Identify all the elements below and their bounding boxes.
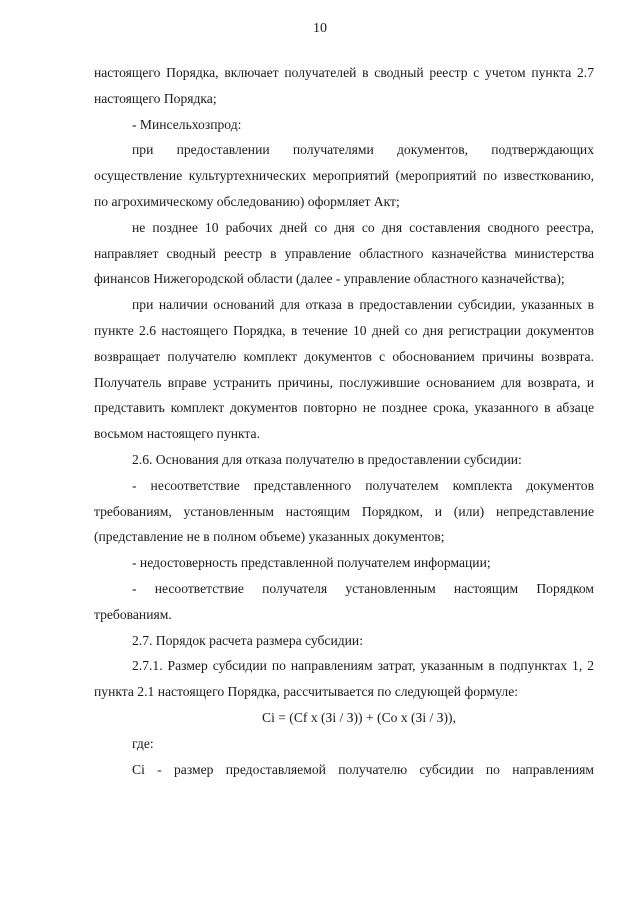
document-body <box>94 60 594 782</box>
paragraph-document-return: при наличии оснований для отказа в предоставлении субсидии, указанных в пункте 2.6 настоящего Порядка, в течение 10 дней со дня регистрации документов возвращает получателю комплект документов с обоснованием причины возврата. Получатель вправе устранить причины, послужившие основанием для возврата, и представить комплект документов повторно не позднее срока, указанного в абзаце восьмом настоящего пункта. <box>94 297 594 442</box>
paragraph-registry-continuation: настоящего Порядка, включает получателей в сводный реестр с учетом пункта 2.7 настоящего Порядка; <box>94 65 594 106</box>
subsidy-formula: Ci = (Cf x (Зi / З)) + (Co x (Зi / З)), <box>262 709 456 725</box>
section-2-7-heading: 2.7. Порядок расчета размера субсидии: <box>132 632 363 648</box>
page-number: 10 <box>313 21 327 36</box>
formula-definition-ci: Ci - размер предоставляемой получателю субсидии по направлениям <box>132 761 594 777</box>
paragraph-ministry-heading: - Минсельхозпрод: <box>132 116 242 132</box>
paragraph-act-preparation: при предоставлении получателями документов, подтверждающих осуществление культуртехнических мероприятий (мероприятий по известкованию, по агрохимическому обследованию) оформляет Акт; <box>94 142 594 209</box>
refusal-reason-documents: - несоответствие представленного получателем комплекта документов требованиям, установленным настоящим Порядком, и (или) непредставление (представление не в полном объеме) указанных документов; <box>94 477 594 545</box>
section-2-7-1-text: 2.7.1. Размер субсидии по направлениям затрат, указанным в подпунктах 1, 2 пункта 2.1 настоящего Порядка, рассчитывается по следующей формуле: <box>94 658 594 700</box>
formula-where-label: где: <box>132 735 154 751</box>
refusal-reason-requirements: - несоответствие получателя установленным настоящим Порядком требованиям. <box>94 580 594 622</box>
refusal-reason-unreliable-info: - недостоверность представленной получателем информации; <box>132 555 491 571</box>
paragraph-registry-submission: не позднее 10 рабочих дней со дня со дня составления сводного реестра, направляет сводный реестр в управление областного казначейства министерства финансов Нижегородской области (далее - управление областного казначейства); <box>94 219 594 287</box>
section-2-6-heading: 2.6. Основания для отказа получателю в предоставлении субсидии: <box>132 451 522 467</box>
